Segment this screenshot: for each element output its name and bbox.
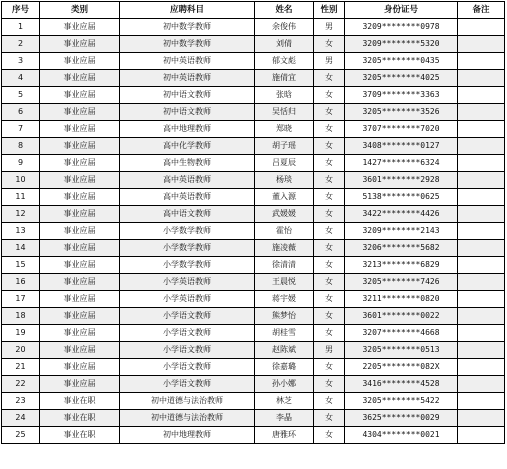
table-row xyxy=(2,291,505,308)
cell-name: 王晨悦 xyxy=(255,274,314,291)
cell-gender: 女 xyxy=(314,172,345,189)
cell-subject: 高中生物教师 xyxy=(120,155,255,172)
cell-gender: 女 xyxy=(314,121,345,138)
cell-remark xyxy=(458,36,505,53)
table-row xyxy=(2,240,505,257)
table-row xyxy=(2,223,505,240)
table-row xyxy=(2,257,505,274)
cell-category: 事业应届 xyxy=(40,138,120,155)
cell-category: 事业应届 xyxy=(40,189,120,206)
cell-name: 吴恬归 xyxy=(255,104,314,121)
cell-category: 事业应届 xyxy=(40,104,120,121)
cell-seq: 5 xyxy=(2,87,40,104)
table-row xyxy=(2,393,505,410)
cell-gender: 女 xyxy=(314,359,345,376)
cell-remark xyxy=(458,427,505,444)
cell-gender: 女 xyxy=(314,376,345,393)
cell-id-number: 3422********4426 xyxy=(345,206,458,223)
cell-name: 林芝 xyxy=(255,393,314,410)
cell-subject: 小学英语教师 xyxy=(120,274,255,291)
cell-seq: 16 xyxy=(2,274,40,291)
cell-subject: 高中地理教师 xyxy=(120,121,255,138)
cell-subject: 小学英语教师 xyxy=(120,291,255,308)
cell-subject: 初中数学教师 xyxy=(120,36,255,53)
cell-id-number: 3205********7426 xyxy=(345,274,458,291)
cell-seq: 22 xyxy=(2,376,40,393)
table-body xyxy=(2,19,505,444)
cell-subject: 小学数学教师 xyxy=(120,223,255,240)
cell-category: 事业应届 xyxy=(40,325,120,342)
table-row xyxy=(2,325,505,342)
cell-remark xyxy=(458,223,505,240)
cell-remark xyxy=(458,393,505,410)
cell-gender: 女 xyxy=(314,138,345,155)
cell-gender: 男 xyxy=(314,19,345,36)
table-row xyxy=(2,359,505,376)
cell-name: 张晗 xyxy=(255,87,314,104)
cell-subject: 初中道德与法治教师 xyxy=(120,410,255,427)
header-name: 姓名 xyxy=(255,2,314,19)
header-category: 类别 xyxy=(40,2,120,19)
cell-id-number: 3601********0022 xyxy=(345,308,458,325)
cell-category: 事业应届 xyxy=(40,19,120,36)
cell-seq: 9 xyxy=(2,155,40,172)
cell-subject: 初中语文教师 xyxy=(120,87,255,104)
cell-category: 事业应届 xyxy=(40,359,120,376)
cell-remark xyxy=(458,121,505,138)
cell-seq: 12 xyxy=(2,206,40,223)
cell-category: 事业应届 xyxy=(40,342,120,359)
cell-id-number: 3213********6829 xyxy=(345,257,458,274)
cell-remark xyxy=(458,87,505,104)
cell-gender: 女 xyxy=(314,70,345,87)
cell-id-number: 1427********6324 xyxy=(345,155,458,172)
cell-remark xyxy=(458,19,505,36)
cell-name: 蒋宇媛 xyxy=(255,291,314,308)
table-row xyxy=(2,189,505,206)
header-gender: 性别 xyxy=(314,2,345,19)
cell-gender: 女 xyxy=(314,206,345,223)
cell-category: 事业应届 xyxy=(40,155,120,172)
cell-category: 事业应届 xyxy=(40,206,120,223)
cell-subject: 高中英语教师 xyxy=(120,172,255,189)
cell-remark xyxy=(458,240,505,257)
cell-seq: 21 xyxy=(2,359,40,376)
cell-remark xyxy=(458,274,505,291)
cell-remark xyxy=(458,138,505,155)
cell-category: 事业应届 xyxy=(40,70,120,87)
cell-name: 徐清清 xyxy=(255,257,314,274)
cell-subject: 小学语文教师 xyxy=(120,325,255,342)
cell-category: 事业应届 xyxy=(40,172,120,189)
cell-category: 事业在职 xyxy=(40,427,120,444)
table-row xyxy=(2,427,505,444)
cell-subject: 初中英语教师 xyxy=(120,70,255,87)
cell-seq: 3 xyxy=(2,53,40,70)
cell-name: 施凌薇 xyxy=(255,240,314,257)
table-row xyxy=(2,206,505,223)
cell-id-number: 3625********0029 xyxy=(345,410,458,427)
table-row xyxy=(2,172,505,189)
cell-remark xyxy=(458,70,505,87)
table-row xyxy=(2,104,505,121)
header-remark: 备注 xyxy=(458,2,505,19)
cell-gender: 女 xyxy=(314,240,345,257)
cell-gender: 女 xyxy=(314,393,345,410)
cell-name: 郑晓 xyxy=(255,121,314,138)
cell-category: 事业应届 xyxy=(40,274,120,291)
cell-id-number: 3207********4668 xyxy=(345,325,458,342)
cell-category: 事业在职 xyxy=(40,393,120,410)
cell-remark xyxy=(458,291,505,308)
cell-seq: 7 xyxy=(2,121,40,138)
cell-name: 胡桂雪 xyxy=(255,325,314,342)
cell-subject: 小学语文教师 xyxy=(120,342,255,359)
cell-remark xyxy=(458,342,505,359)
table-row xyxy=(2,70,505,87)
cell-name: 赵陈斌 xyxy=(255,342,314,359)
cell-category: 事业应届 xyxy=(40,53,120,70)
cell-id-number: 3206********5682 xyxy=(345,240,458,257)
cell-category: 事业应届 xyxy=(40,291,120,308)
cell-name: 郁文彪 xyxy=(255,53,314,70)
cell-subject: 高中英语教师 xyxy=(120,189,255,206)
cell-gender: 女 xyxy=(314,223,345,240)
cell-name: 孙小娜 xyxy=(255,376,314,393)
cell-seq: 15 xyxy=(2,257,40,274)
cell-id-number: 2205********082X xyxy=(345,359,458,376)
cell-remark xyxy=(458,206,505,223)
cell-seq: 4 xyxy=(2,70,40,87)
table-header-row xyxy=(2,2,505,19)
cell-id-number: 3709********3363 xyxy=(345,87,458,104)
cell-name: 唐雅环 xyxy=(255,427,314,444)
cell-seq: 20 xyxy=(2,342,40,359)
table-row xyxy=(2,274,505,291)
cell-subject: 初中英语教师 xyxy=(120,53,255,70)
cell-name: 霍怡 xyxy=(255,223,314,240)
cell-seq: 10 xyxy=(2,172,40,189)
cell-name: 杨琰 xyxy=(255,172,314,189)
cell-seq: 2 xyxy=(2,36,40,53)
cell-subject: 初中数学教师 xyxy=(120,19,255,36)
cell-name: 胡子瑶 xyxy=(255,138,314,155)
cell-seq: 14 xyxy=(2,240,40,257)
cell-remark xyxy=(458,410,505,427)
cell-name: 施倩宜 xyxy=(255,70,314,87)
cell-remark xyxy=(458,104,505,121)
cell-seq: 23 xyxy=(2,393,40,410)
cell-id-number: 5138********0625 xyxy=(345,189,458,206)
cell-seq: 1 xyxy=(2,19,40,36)
cell-seq: 19 xyxy=(2,325,40,342)
cell-id-number: 3205********4025 xyxy=(345,70,458,87)
cell-id-number: 3205********3526 xyxy=(345,104,458,121)
cell-id-number: 4304********0021 xyxy=(345,427,458,444)
cell-id-number: 3707********7020 xyxy=(345,121,458,138)
header-subject: 应聘科目 xyxy=(120,2,255,19)
cell-name: 刘倩 xyxy=(255,36,314,53)
cell-category: 事业应届 xyxy=(40,257,120,274)
cell-subject: 初中道德与法治教师 xyxy=(120,393,255,410)
cell-name: 徐嘉璐 xyxy=(255,359,314,376)
cell-seq: 17 xyxy=(2,291,40,308)
cell-remark xyxy=(458,189,505,206)
cell-subject: 小学数学教师 xyxy=(120,257,255,274)
cell-id-number: 3601********2928 xyxy=(345,172,458,189)
table-row xyxy=(2,19,505,36)
cell-gender: 男 xyxy=(314,342,345,359)
cell-remark xyxy=(458,359,505,376)
cell-seq: 8 xyxy=(2,138,40,155)
table-row xyxy=(2,87,505,104)
table-row xyxy=(2,376,505,393)
cell-name: 武媛媛 xyxy=(255,206,314,223)
cell-id-number: 3211********0820 xyxy=(345,291,458,308)
cell-remark xyxy=(458,172,505,189)
cell-name: 董入源 xyxy=(255,189,314,206)
table-row xyxy=(2,410,505,427)
cell-id-number: 3205********0513 xyxy=(345,342,458,359)
table-row xyxy=(2,36,505,53)
cell-remark xyxy=(458,53,505,70)
cell-id-number: 3209********2143 xyxy=(345,223,458,240)
cell-category: 事业应届 xyxy=(40,87,120,104)
cell-id-number: 3408********0127 xyxy=(345,138,458,155)
cell-id-number: 3209********5320 xyxy=(345,36,458,53)
cell-subject: 小学语文教师 xyxy=(120,359,255,376)
cell-id-number: 3416********4528 xyxy=(345,376,458,393)
cell-gender: 女 xyxy=(314,427,345,444)
cell-id-number: 3209********0978 xyxy=(345,19,458,36)
cell-gender: 男 xyxy=(314,53,345,70)
table-row xyxy=(2,155,505,172)
cell-subject: 小学数学教师 xyxy=(120,240,255,257)
cell-gender: 女 xyxy=(314,257,345,274)
cell-name: 熊梦怡 xyxy=(255,308,314,325)
cell-gender: 女 xyxy=(314,291,345,308)
cell-category: 事业在职 xyxy=(40,410,120,427)
candidate-table xyxy=(1,1,505,444)
cell-category: 事业应届 xyxy=(40,223,120,240)
cell-category: 事业应届 xyxy=(40,36,120,53)
cell-gender: 女 xyxy=(314,155,345,172)
cell-seq: 11 xyxy=(2,189,40,206)
cell-gender: 女 xyxy=(314,189,345,206)
cell-category: 事业应届 xyxy=(40,121,120,138)
table-row xyxy=(2,53,505,70)
cell-subject: 初中语文教师 xyxy=(120,104,255,121)
cell-name: 吕夏辰 xyxy=(255,155,314,172)
table-row xyxy=(2,342,505,359)
cell-remark xyxy=(458,155,505,172)
cell-category: 事业应届 xyxy=(40,240,120,257)
table-row xyxy=(2,138,505,155)
cell-name: 李晶 xyxy=(255,410,314,427)
cell-gender: 女 xyxy=(314,104,345,121)
cell-gender: 女 xyxy=(314,274,345,291)
cell-remark xyxy=(458,376,505,393)
cell-name: 余俊伟 xyxy=(255,19,314,36)
cell-id-number: 3205********5422 xyxy=(345,393,458,410)
cell-seq: 6 xyxy=(2,104,40,121)
cell-gender: 女 xyxy=(314,87,345,104)
cell-subject: 高中语文教师 xyxy=(120,206,255,223)
cell-gender: 女 xyxy=(314,410,345,427)
cell-subject: 高中化学教师 xyxy=(120,138,255,155)
cell-gender: 女 xyxy=(314,36,345,53)
cell-gender: 女 xyxy=(314,325,345,342)
cell-subject: 小学语文教师 xyxy=(120,376,255,393)
cell-seq: 24 xyxy=(2,410,40,427)
cell-gender: 女 xyxy=(314,308,345,325)
cell-category: 事业应届 xyxy=(40,308,120,325)
table-row xyxy=(2,308,505,325)
cell-seq: 18 xyxy=(2,308,40,325)
cell-remark xyxy=(458,325,505,342)
cell-seq: 25 xyxy=(2,427,40,444)
cell-subject: 初中地理教师 xyxy=(120,427,255,444)
cell-seq: 13 xyxy=(2,223,40,240)
cell-remark xyxy=(458,308,505,325)
cell-id-number: 3205********0435 xyxy=(345,53,458,70)
cell-subject: 小学语文教师 xyxy=(120,308,255,325)
header-id: 身份证号 xyxy=(345,2,458,19)
table-row xyxy=(2,121,505,138)
header-seq: 序号 xyxy=(2,2,40,19)
cell-category: 事业应届 xyxy=(40,376,120,393)
cell-remark xyxy=(458,257,505,274)
